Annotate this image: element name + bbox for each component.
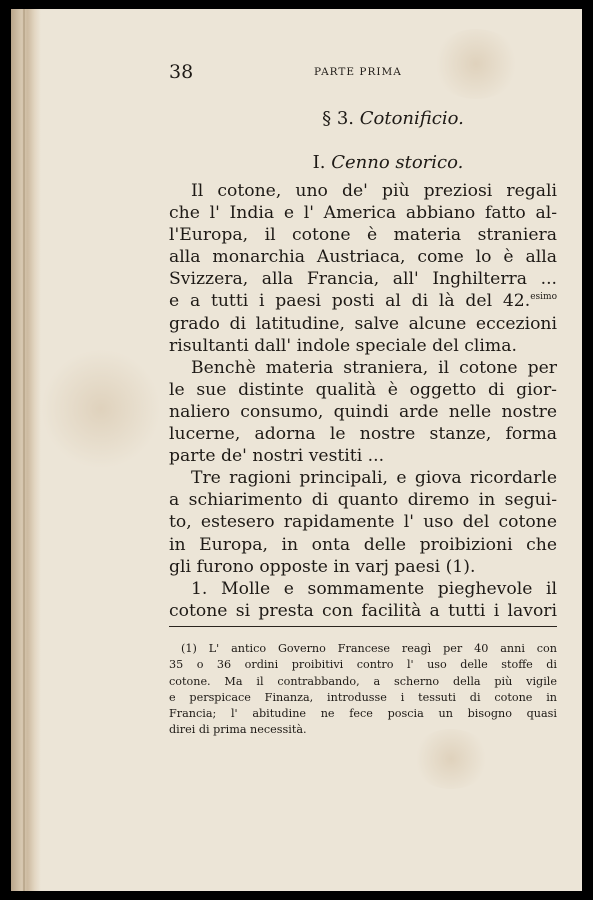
subsection-number: I. bbox=[312, 152, 326, 173]
body-line: a schiarimento di quanto diremo in segui- bbox=[169, 490, 557, 511]
body-line: e a tutti i paesi posti al di là del 42. bbox=[169, 291, 531, 312]
superscript-esimo: esimo bbox=[530, 292, 557, 303]
footnote-line: 35 o 36 ordini proibitivi contro l' uso delle stoffe di bbox=[169, 658, 557, 672]
footnote bbox=[169, 641, 557, 739]
page-header bbox=[169, 61, 557, 85]
body-line: Il cotone, uno de' più preziosi regali bbox=[191, 181, 557, 201]
body-line: to, estesero rapidamente l' uso del cotone bbox=[169, 512, 557, 533]
section-number: § 3. bbox=[322, 108, 355, 129]
running-title: PARTE PRIMA bbox=[314, 66, 402, 78]
footnote-line: e perspicace Finanza, introdusse i tessuti di cotone in bbox=[169, 690, 557, 704]
body-line: l'Europa, il cotone è materia straniera bbox=[169, 225, 557, 246]
body-line: risultanti dall' indole speciale del clima. bbox=[169, 335, 517, 356]
body-line: parte de' nostri vestiti ... bbox=[169, 446, 385, 467]
body-line: in Europa, in onta delle proibizioni che bbox=[169, 534, 557, 555]
body-line: grado di latitudine, salve alcune eccezioni bbox=[169, 313, 557, 334]
body-text bbox=[169, 180, 557, 622]
body-line: alla monarchia Austriaca, come lo è alla bbox=[169, 247, 557, 268]
paper-stain bbox=[41, 349, 161, 469]
body-line: che l' India e l' America abbiano fatto al- bbox=[169, 203, 557, 224]
section-heading bbox=[169, 108, 557, 129]
body-line: gli furono opposte in varj paesi (1). bbox=[169, 556, 476, 577]
footnote-line: (1) L' antico Governo Francese reagì per 40 anni con bbox=[181, 642, 557, 655]
footnote-line: Francia; l' abitudine ne fece poscia un bisogno quasi bbox=[169, 707, 557, 721]
footnote-line: cotone. Ma il contrabbando, a scherno della più vigile bbox=[169, 674, 557, 688]
footnote-rule bbox=[169, 626, 557, 627]
book-page bbox=[11, 9, 582, 891]
body-line: le sue distinte qualità è oggetto di gior- bbox=[169, 379, 557, 400]
body-line-with-superscript bbox=[169, 290, 557, 312]
body-line: lucerne, adorna le nostre stanze, forma bbox=[169, 424, 557, 445]
page-edge-shadow bbox=[11, 9, 41, 891]
body-line: cotone si presta con facilità a tutti i lavori bbox=[169, 600, 557, 621]
section-title: Cotonificio. bbox=[359, 108, 464, 129]
body-line: naliero consumo, quindi arde nelle nostre bbox=[169, 401, 557, 422]
subsection-title: Cenno storico. bbox=[331, 152, 464, 173]
body-line: Tre ragioni principali, e giova ricordarle bbox=[191, 468, 557, 489]
footnote-line: direi di prima necessità. bbox=[169, 723, 307, 737]
subsection-heading bbox=[169, 152, 557, 173]
page-number: 38 bbox=[169, 61, 194, 83]
body-line: Svizzera, alla Francia, all' Inghilterra ... bbox=[169, 269, 557, 290]
body-line: Benchè materia straniera, il cotone per bbox=[191, 357, 557, 378]
body-line: 1. Molle e sommamente pieghevole il bbox=[191, 578, 557, 599]
